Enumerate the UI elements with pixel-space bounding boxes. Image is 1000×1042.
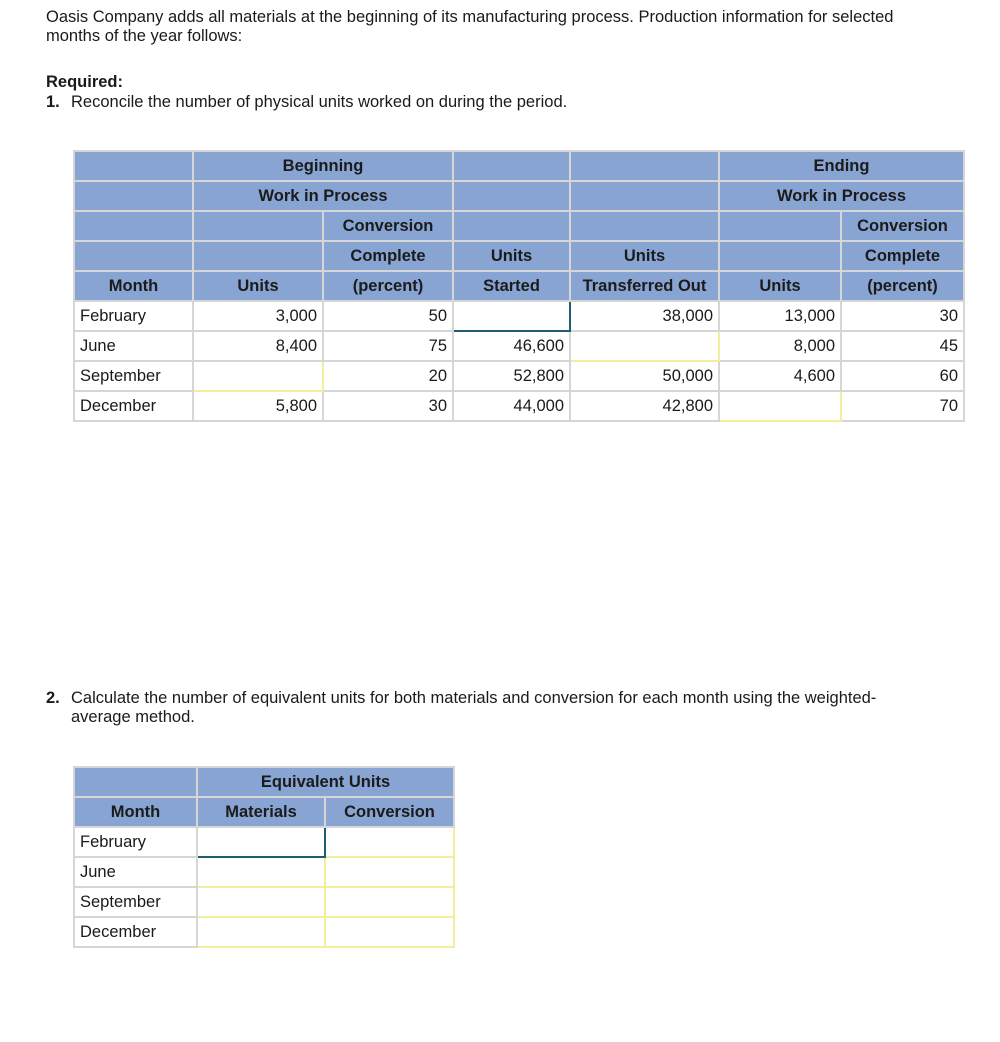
question-1-text: Reconcile the number of physical units worked on during the period. — [71, 93, 568, 111]
header-row-2 — [74, 181, 964, 211]
header-cell — [719, 211, 841, 241]
materials-input[interactable] — [198, 828, 324, 856]
header-equivalent-units: Equivalent Units — [197, 767, 454, 797]
header-cell — [570, 181, 719, 211]
beginning-percent: 75 — [323, 331, 453, 361]
materials-input[interactable] — [198, 888, 324, 916]
month-label: December — [74, 391, 193, 421]
month-label: September — [74, 361, 193, 391]
month-label: February — [74, 301, 193, 331]
header-ending: Ending — [719, 151, 964, 181]
table-row-june — [74, 331, 964, 361]
beginning-units-input[interactable] — [194, 362, 322, 390]
conversion-input[interactable] — [326, 888, 453, 916]
header-cell — [453, 211, 570, 241]
header-cell — [570, 151, 719, 181]
header-month: Month — [74, 797, 197, 827]
conversion-input[interactable] — [326, 918, 453, 946]
header-cell — [453, 151, 570, 181]
beginning-percent: 50 — [323, 301, 453, 331]
ending-percent: 60 — [841, 361, 964, 391]
units-started: 44,000 — [453, 391, 570, 421]
header-started: Started — [453, 271, 570, 301]
ending-percent: 70 — [841, 391, 964, 421]
materials-input-cell — [197, 887, 325, 917]
beginning-percent: 20 — [323, 361, 453, 391]
header-transferred-out: Transferred Out — [570, 271, 719, 301]
header-ending-wip: Work in Process — [719, 181, 964, 211]
transferred-out: 38,000 — [570, 301, 719, 331]
header-cell — [570, 211, 719, 241]
header-end-percent: (percent) — [841, 271, 964, 301]
header-cell — [193, 211, 323, 241]
table-row-february — [74, 301, 964, 331]
physical-units-table — [73, 150, 965, 422]
month-label: December — [74, 917, 197, 947]
units-started-input[interactable] — [454, 302, 569, 330]
conversion-input[interactable] — [326, 828, 453, 856]
materials-input-cell — [197, 827, 325, 857]
question-1 — [46, 93, 891, 112]
transferred-out-input[interactable] — [571, 332, 718, 360]
ending-units-input-cell — [719, 391, 841, 421]
header-month: Month — [74, 271, 193, 301]
materials-input-cell — [197, 917, 325, 947]
header-cell — [74, 241, 193, 271]
header-beg-percent: (percent) — [323, 271, 453, 301]
beginning-percent: 30 — [323, 391, 453, 421]
problem-intro: Oasis Company adds all materials at the beginning of its manufacturing process. Production information for selected months of the year follows: — [46, 8, 894, 45]
question-2-text: Calculate the number of equivalent units for both materials and conversion for each month using the weighted-average method. — [71, 689, 877, 726]
header-end-units: Units — [719, 271, 841, 301]
header-row-4 — [74, 241, 964, 271]
materials-input-cell — [197, 857, 325, 887]
materials-input[interactable] — [198, 858, 324, 886]
beginning-units: 5,800 — [193, 391, 323, 421]
question-2-number: 2. — [46, 689, 60, 707]
required-heading: Required: — [46, 73, 124, 91]
table-row-february — [74, 827, 454, 857]
header-beg-conversion: Conversion — [323, 211, 453, 241]
units-started-input-cell — [453, 301, 570, 331]
ending-percent: 30 — [841, 301, 964, 331]
units-started: 46,600 — [453, 331, 570, 361]
header-row-5 — [74, 271, 964, 301]
conversion-input-cell — [325, 917, 454, 947]
header-cell — [193, 241, 323, 271]
table-row-december — [74, 917, 454, 947]
header-beginning-wip: Work in Process — [193, 181, 453, 211]
header-beg-complete: Complete — [323, 241, 453, 271]
transferred-out-input-cell — [570, 331, 719, 361]
header-end-conversion: Conversion — [841, 211, 964, 241]
beginning-units: 8,400 — [193, 331, 323, 361]
table-row-september — [74, 361, 964, 391]
header-row-1 — [74, 767, 454, 797]
header-started-units: Units — [453, 241, 570, 271]
conversion-input-cell — [325, 887, 454, 917]
transferred-out: 42,800 — [570, 391, 719, 421]
header-row-2 — [74, 797, 454, 827]
question-2 — [46, 689, 891, 727]
month-label: February — [74, 827, 197, 857]
table-row-december — [74, 391, 964, 421]
beginning-units-input-cell — [193, 361, 323, 391]
conversion-input[interactable] — [326, 858, 453, 886]
header-beg-units: Units — [193, 271, 323, 301]
table-row-june — [74, 857, 454, 887]
month-label: September — [74, 887, 197, 917]
header-cell — [74, 767, 197, 797]
header-row-1 — [74, 151, 964, 181]
transferred-out: 50,000 — [570, 361, 719, 391]
ending-units: 8,000 — [719, 331, 841, 361]
header-beginning: Beginning — [193, 151, 453, 181]
question-1-number: 1. — [46, 93, 60, 111]
table-row-september — [74, 887, 454, 917]
header-end-complete: Complete — [841, 241, 964, 271]
conversion-input-cell — [325, 857, 454, 887]
header-cell — [453, 181, 570, 211]
header-cell — [719, 241, 841, 271]
equivalent-units-table — [73, 766, 455, 948]
ending-percent: 45 — [841, 331, 964, 361]
header-materials: Materials — [197, 797, 325, 827]
month-label: June — [74, 331, 193, 361]
materials-input[interactable] — [198, 918, 324, 946]
header-transferred-units: Units — [570, 241, 719, 271]
ending-units: 4,600 — [719, 361, 841, 391]
conversion-input-cell — [325, 827, 454, 857]
header-cell — [74, 151, 193, 181]
beginning-units: 3,000 — [193, 301, 323, 331]
month-label: June — [74, 857, 197, 887]
header-cell — [74, 181, 193, 211]
header-cell — [74, 211, 193, 241]
ending-units-input[interactable] — [720, 392, 840, 420]
ending-units: 13,000 — [719, 301, 841, 331]
header-conversion: Conversion — [325, 797, 454, 827]
units-started: 52,800 — [453, 361, 570, 391]
header-row-3 — [74, 211, 964, 241]
